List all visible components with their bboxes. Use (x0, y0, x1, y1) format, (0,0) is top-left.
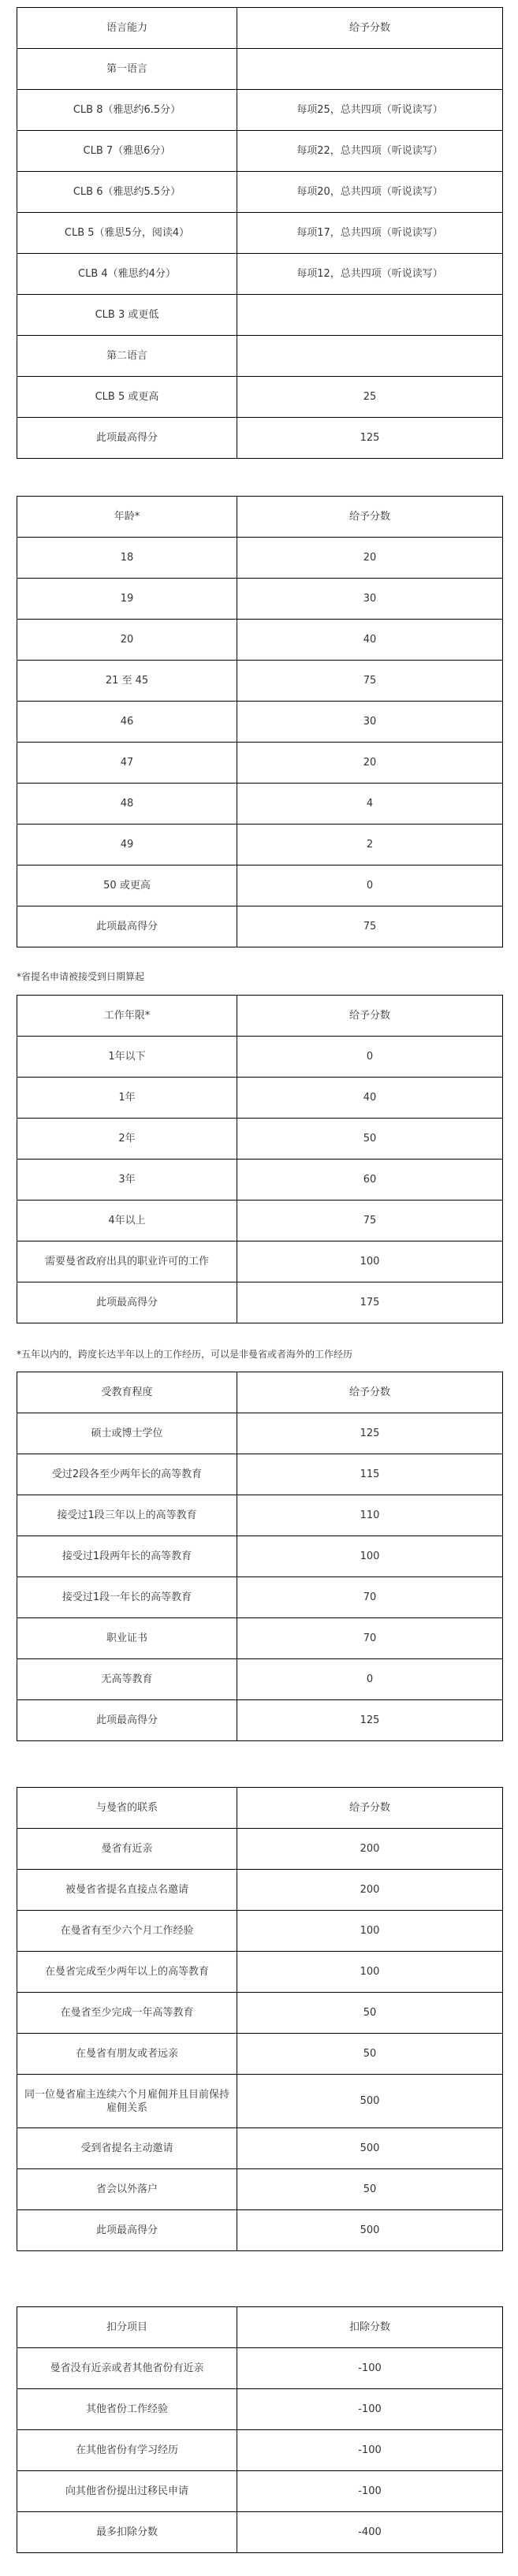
table-header-row (17, 8, 503, 49)
points-cell: 500 (237, 2210, 503, 2251)
points-cell: 50 (237, 2169, 503, 2210)
criterion-cell: 省会以外落户 (17, 2169, 237, 2210)
table-row (17, 2348, 503, 2389)
table-row (17, 2210, 503, 2251)
points-cell (237, 336, 503, 377)
points-cell: 115 (237, 1454, 503, 1495)
criterion-cell: 46 (17, 702, 237, 743)
table-row (17, 418, 503, 459)
table-header-row (17, 1788, 503, 1829)
points-cell: 60 (237, 1160, 503, 1201)
points-cell: 200 (237, 1870, 503, 1911)
header-cell: 扣除分数 (237, 2307, 503, 2348)
points-cell: 110 (237, 1495, 503, 1536)
table-row (17, 336, 503, 377)
points-cell (237, 49, 503, 90)
table-row (17, 1952, 503, 1993)
criterion-cell: 曼省有近亲 (17, 1829, 237, 1870)
points-cell: 500 (237, 2128, 503, 2169)
criterion-cell: 同一位曼省雇主连续六个月雇佣并且目前保持雇佣关系 (17, 2075, 237, 2128)
points-cell: 40 (237, 1078, 503, 1119)
points-cell: 每项22，总共四项（听说读写） (237, 131, 503, 172)
criterion-cell: 50 或更高 (17, 865, 237, 906)
table-row (17, 1454, 503, 1495)
table-row (17, 254, 503, 295)
table-row (17, 1700, 503, 1741)
table-row (17, 1201, 503, 1241)
criterion-cell: CLB 8（雅思约6.5分） (17, 90, 237, 131)
criterion-cell: 此项最高得分 (17, 1282, 237, 1323)
criterion-cell: 无高等教育 (17, 1659, 237, 1700)
points-cell: 175 (237, 1282, 503, 1323)
points-cell: 75 (237, 1201, 503, 1241)
points-cell: 50 (237, 1119, 503, 1160)
table-row (17, 1911, 503, 1952)
points-cell: 20 (237, 743, 503, 784)
criterion-cell: 第二语言 (17, 336, 237, 377)
table-row (17, 1241, 503, 1282)
table-row (17, 1659, 503, 1700)
header-cell: 扣分项目 (17, 2307, 237, 2348)
table-row (17, 702, 503, 743)
criterion-cell: 49 (17, 825, 237, 865)
points-cell: 500 (237, 2075, 503, 2128)
table-row (17, 784, 503, 825)
criterion-cell: 在曼省有至少六个月工作经验 (17, 1911, 237, 1952)
criterion-cell: 此项最高得分 (17, 1700, 237, 1741)
criterion-cell: CLB 7（雅思6分） (17, 131, 237, 172)
points-cell: 125 (237, 418, 503, 459)
table-header-row (17, 996, 503, 1037)
table-row (17, 1495, 503, 1536)
points-cell: 100 (237, 1952, 503, 1993)
points-cell: 125 (237, 1413, 503, 1454)
points-cell: 75 (237, 906, 503, 947)
table-row (17, 172, 503, 213)
points-cell: 75 (237, 661, 503, 702)
table-row (17, 538, 503, 579)
points-cell: 125 (237, 1700, 503, 1741)
table-row (17, 2430, 503, 2471)
criterion-cell: 21 至 45 (17, 661, 237, 702)
points-cell: 50 (237, 1993, 503, 2034)
criterion-cell: CLB 3 或更低 (17, 295, 237, 336)
points-cell: -100 (237, 2430, 503, 2471)
criterion-cell: 19 (17, 579, 237, 620)
table-row (17, 1160, 503, 1201)
education-points-table (17, 1372, 503, 1741)
table-header-row (17, 1372, 503, 1413)
points-cell: -100 (237, 2389, 503, 2430)
criterion-cell: 受到省提名主动邀请 (17, 2128, 237, 2169)
table-row (17, 825, 503, 865)
header-cell: 给予分数 (237, 497, 503, 538)
criterion-cell: 20 (17, 620, 237, 661)
criterion-cell: 接受过1段一年长的高等教育 (17, 1577, 237, 1618)
table-row (17, 579, 503, 620)
header-cell: 给予分数 (237, 996, 503, 1037)
criterion-cell: 被曼省省提名直接点名邀请 (17, 1870, 237, 1911)
criterion-cell: 接受过1段三年以上的高等教育 (17, 1495, 237, 1536)
header-cell: 给予分数 (237, 1372, 503, 1413)
table-row (17, 906, 503, 947)
deduction-points-table (17, 2306, 503, 2553)
criterion-cell: 在曼省至少完成一年高等教育 (17, 1993, 237, 2034)
points-cell: 每项17，总共四项（听说读写） (237, 213, 503, 254)
criterion-cell: 4年以上 (17, 1201, 237, 1241)
criterion-cell: 此项最高得分 (17, 418, 237, 459)
table-row (17, 1870, 503, 1911)
criterion-cell: 第一语言 (17, 49, 237, 90)
criterion-cell: CLB 5（雅思5分，阅读4） (17, 213, 237, 254)
table-row (17, 1078, 503, 1119)
language-points-table (17, 7, 503, 459)
table-row (17, 377, 503, 418)
criterion-cell: 向其他省份提出过移民申请 (17, 2471, 237, 2512)
points-cell: 0 (237, 1659, 503, 1700)
header-cell: 语言能力 (17, 8, 237, 49)
table-row (17, 620, 503, 661)
criterion-cell: 职业证书 (17, 1618, 237, 1659)
criterion-cell: 受过2段各至少两年长的高等教育 (17, 1454, 237, 1495)
table-row (17, 2471, 503, 2512)
header-cell: 给予分数 (237, 1788, 503, 1829)
table-row (17, 131, 503, 172)
criterion-cell: 此项最高得分 (17, 906, 237, 947)
table-row (17, 49, 503, 90)
work-experience-footnote: *五年以内的，跨度长达半年以上的工作经历，可以是非曼省或者海外的工作经历 (17, 1349, 353, 1360)
points-cell: 每项20，总共四项（听说读写） (237, 172, 503, 213)
points-cell: 4 (237, 784, 503, 825)
age-footnote: *省提名申请被接受到日期算起 (17, 971, 145, 982)
header-cell: 与曼省的联系 (17, 1788, 237, 1829)
table-row (17, 2512, 503, 2553)
table-row (17, 1993, 503, 2034)
criterion-cell: 硕士或博士学位 (17, 1413, 237, 1454)
table-row (17, 1119, 503, 1160)
criterion-cell: 1年以下 (17, 1037, 237, 1078)
points-cell: 0 (237, 865, 503, 906)
table-row (17, 2169, 503, 2210)
table-header-row (17, 2307, 503, 2348)
criterion-cell: 3年 (17, 1160, 237, 1201)
points-cell: 70 (237, 1577, 503, 1618)
table-row (17, 1618, 503, 1659)
table-row (17, 295, 503, 336)
criterion-cell: 曼省没有近亲或者其他省份有近亲 (17, 2348, 237, 2389)
criterion-cell: 47 (17, 743, 237, 784)
criterion-cell: 最多扣除分数 (17, 2512, 237, 2553)
age-points-table (17, 496, 503, 947)
table-row (17, 2128, 503, 2169)
points-cell: -100 (237, 2348, 503, 2389)
manitoba-connection-points-table (17, 1787, 503, 2251)
points-cell: 25 (237, 377, 503, 418)
criterion-cell: 在曼省完成至少两年以上的高等教育 (17, 1952, 237, 1993)
criterion-cell: 在其他省份有学习经历 (17, 2430, 237, 2471)
criterion-cell: 此项最高得分 (17, 2210, 237, 2251)
points-cell: -400 (237, 2512, 503, 2553)
table-row (17, 865, 503, 906)
points-cell: 每项12，总共四项（听说读写） (237, 254, 503, 295)
points-cell: 每项25，总共四项（听说读写） (237, 90, 503, 131)
table-row (17, 2075, 503, 2128)
table-row (17, 1282, 503, 1323)
table-row (17, 2034, 503, 2075)
table-row (17, 1536, 503, 1577)
header-cell: 工作年限* (17, 996, 237, 1037)
table-row (17, 90, 503, 131)
points-cell (237, 295, 503, 336)
points-cell: 30 (237, 702, 503, 743)
table-row (17, 661, 503, 702)
criterion-cell: 需要曼省政府出具的职业许可的工作 (17, 1241, 237, 1282)
table-row (17, 213, 503, 254)
criterion-cell: CLB 4（雅思约4分） (17, 254, 237, 295)
header-cell: 给予分数 (237, 8, 503, 49)
table-header-row (17, 497, 503, 538)
points-cell: 50 (237, 2034, 503, 2075)
table-row (17, 1037, 503, 1078)
criterion-cell: 接受过1段两年长的高等教育 (17, 1536, 237, 1577)
points-cell: 200 (237, 1829, 503, 1870)
criterion-cell: 在曼省有朋友或者远亲 (17, 2034, 237, 2075)
criterion-cell: CLB 6（雅思约5.5分） (17, 172, 237, 213)
table-row (17, 2389, 503, 2430)
table-row (17, 743, 503, 784)
criterion-cell: 1年 (17, 1078, 237, 1119)
points-cell: 100 (237, 1911, 503, 1952)
criterion-cell: 2年 (17, 1119, 237, 1160)
points-cell: 100 (237, 1241, 503, 1282)
table-row (17, 1829, 503, 1870)
work-experience-points-table (17, 995, 503, 1323)
points-cell: 0 (237, 1037, 503, 1078)
criterion-cell: CLB 5 或更高 (17, 377, 237, 418)
points-cell: 20 (237, 538, 503, 579)
points-cell: 40 (237, 620, 503, 661)
table-row (17, 1413, 503, 1454)
header-cell: 年龄* (17, 497, 237, 538)
points-cell: 30 (237, 579, 503, 620)
points-cell: 2 (237, 825, 503, 865)
criterion-cell: 48 (17, 784, 237, 825)
points-cell: 70 (237, 1618, 503, 1659)
points-cell: 100 (237, 1536, 503, 1577)
criterion-cell: 其他省份工作经验 (17, 2389, 237, 2430)
points-cell: -100 (237, 2471, 503, 2512)
header-cell: 受教育程度 (17, 1372, 237, 1413)
criterion-cell: 18 (17, 538, 237, 579)
table-row (17, 1577, 503, 1618)
